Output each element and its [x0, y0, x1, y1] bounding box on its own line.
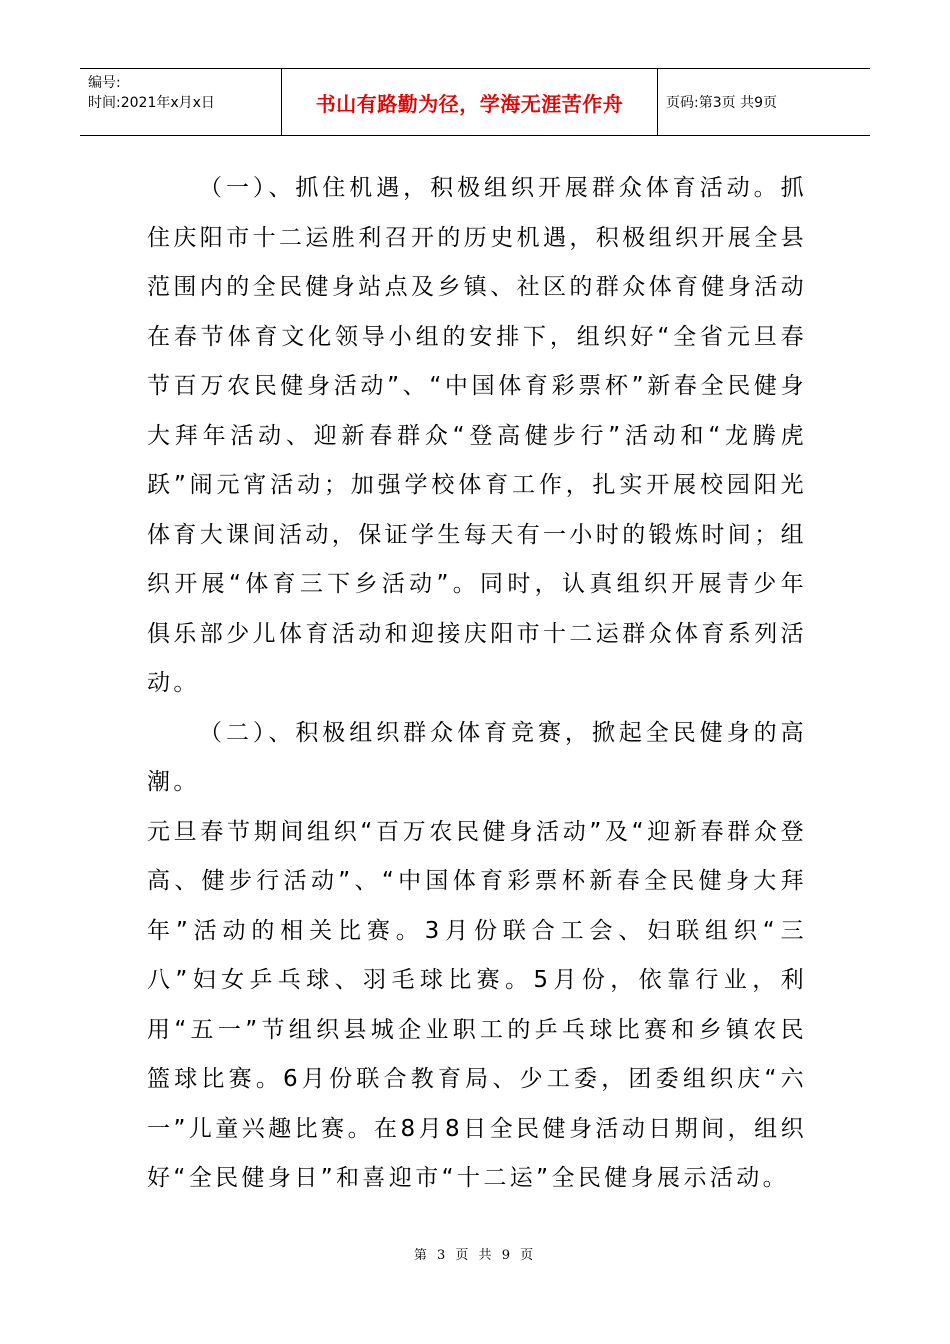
page-code-label: 页码:第3页 共9页 — [666, 95, 777, 111]
document-time-label: 时间:2021年x月x日 — [88, 95, 215, 111]
paragraph-one: （一）、抓住机遇，积极组织开展群众体育活动。抓住庆阳市十二运胜利召开的历史机遇，积极组织开展全县范围内的全民健身站点及乡镇、社区的群众体育健身活动在春节体育文化领导小组的安排下，组织好“全省元旦春节百万农民健身活动”、“中国体育彩票杯”新春全民健身大拜年活动、迎新春群众“登高健步行”活动和“龙腾虎跃”闹元宵活动；加强学校体育工作，扎实开展校园阳光体育大课间活动，保证学生每天有一小时的锻炼时间；组织开展“体育三下乡活动”。同时，认真组织开展青少年俱乐部少儿体育活动和迎接庆阳市十二运群众体育系列活动。 — [147, 175, 807, 696]
page-footer: 第 3 页 共 9 页 — [413, 1248, 537, 1263]
document-body — [147, 164, 807, 1204]
header-motto-cell — [282, 69, 658, 135]
header-page-cell — [658, 69, 870, 135]
paragraph-two: （二）、积极组织群众体育竞赛，掀起全民健身的高潮。 — [147, 719, 807, 795]
document-number-label: 编号: — [88, 75, 121, 91]
header-meta-cell — [80, 69, 282, 135]
motto-text: 书山有路勤为径，学海无涯苦作舟 — [315, 91, 624, 116]
page-header — [80, 68, 870, 136]
paragraph-three: 元旦春节期间组织“百万农民健身活动”及“迎新春群众登高、健步行活动”、“中国体育彩票杯新春全民健身大拜年”活动的相关比赛。3月份联合工会、妇联组织“三八”妇女乒乓球、羽毛球比赛。5月份，依靠行业，利用“五一”节组织县城企业职工的乒乓球比赛和乡镇农民篮球比赛。6月份联合教育局、少工委，团委组织庆“六一”儿童兴趣比赛。在8月8日全民健身活动日期间，组织好“全民健身日”和喜迎市“十二运”全民健身展示活动。 — [147, 818, 807, 1191]
